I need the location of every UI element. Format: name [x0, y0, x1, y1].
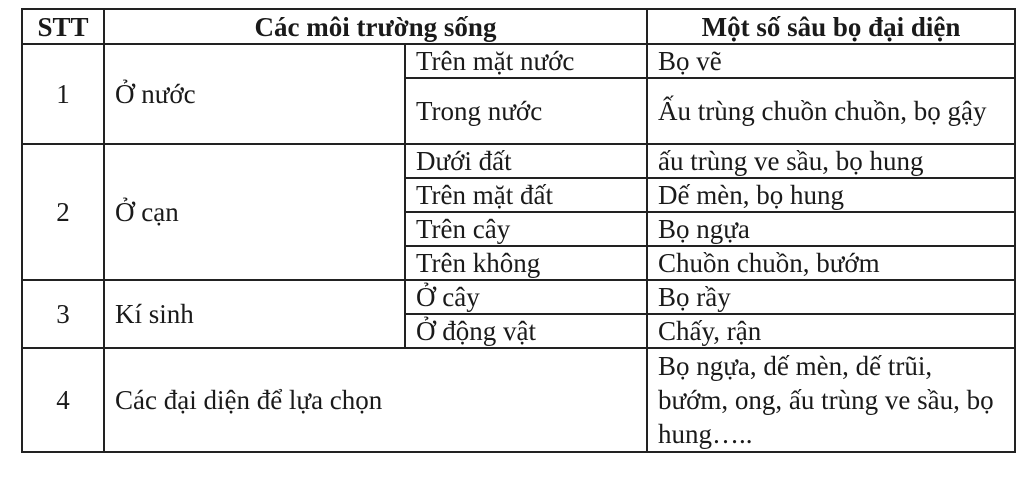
environment-cell: Các đại diện để lựa chọn [104, 348, 647, 452]
representatives-cell: ấu trùng ve sầu, bọ hung [647, 144, 1015, 178]
sub-environment-cell: Ở cây [405, 280, 647, 314]
sub-environment-cell: Trên không [405, 246, 647, 280]
table-row [22, 44, 1015, 78]
representatives-cell: Chuồn chuồn, bướm [647, 246, 1015, 280]
representatives-cell: Bọ vẽ [647, 44, 1015, 78]
habitat-table [21, 8, 1016, 453]
stt-cell: 4 [22, 348, 104, 452]
sub-environment-cell: Trên mặt đất [405, 178, 647, 212]
stt-cell: 2 [22, 144, 104, 280]
header-environment: Các môi trường sống [104, 9, 647, 44]
header-row [22, 9, 1015, 44]
table-row [22, 280, 1015, 314]
representatives-cell: Bọ ngựa, dế mèn, dế trũi, bướm, ong, ấu trùng ve sầu, bọ hung….. [647, 348, 1015, 452]
representatives-cell: Chấy, rận [647, 314, 1015, 348]
sub-environment-cell: Dưới đất [405, 144, 647, 178]
sub-environment-cell: Ở động vật [405, 314, 647, 348]
representatives-cell: Bọ rầy [647, 280, 1015, 314]
sub-environment-cell: Trên cây [405, 212, 647, 246]
environment-cell: Ở cạn [104, 144, 405, 280]
header-stt: STT [22, 9, 104, 44]
representatives-cell: Dế mèn, bọ hung [647, 178, 1015, 212]
sub-environment-cell: Trên mặt nước [405, 44, 647, 78]
stt-cell: 3 [22, 280, 104, 348]
table-row [22, 348, 1015, 452]
environment-cell: Kí sinh [104, 280, 405, 348]
representatives-cell: Bọ ngựa [647, 212, 1015, 246]
table-row [22, 144, 1015, 178]
header-representatives: Một số sâu bọ đại diện [647, 9, 1015, 44]
table-container [21, 8, 1016, 453]
environment-cell: Ở nước [104, 44, 405, 144]
stt-cell: 1 [22, 44, 104, 144]
representatives-cell: Ấu trùng chuồn chuồn, bọ gậy [647, 78, 1015, 144]
sub-environment-cell: Trong nước [405, 78, 647, 144]
